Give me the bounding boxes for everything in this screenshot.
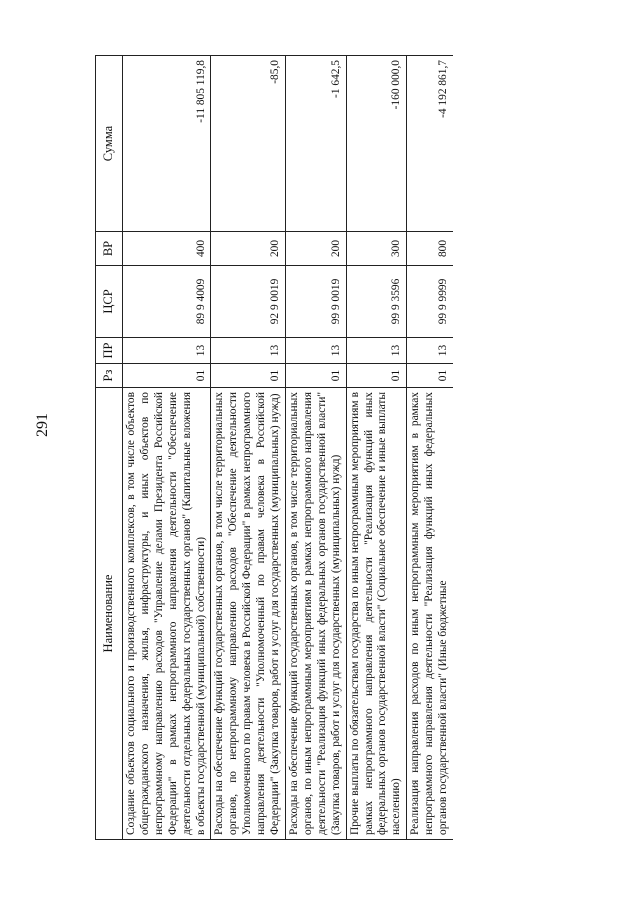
row-name: Реализация направления расходов по иным непрограммным мероприятиям в рамках непрограммного направления деятельности "Реализация функций иных федеральных органов государственной власти" (Иные бюджетные: [407, 388, 453, 840]
row-pr: 13: [285, 338, 346, 364]
row-csr: 99 9 9999: [407, 266, 453, 338]
row-name: Создание объектов социального и производственного комплексов, в том числе объектов общегражданского назначения, жилья, инфраструктуры, и иных объектов по непрограммному направлению расходов "Управление делами Президента Российской Федерации" в рамках непрограммного направления деятельности "Обеспечение деятельности отдельных федеральных государственных органов" (Капитальные вложения в объекты государственной (муниципальной) собственности): [123, 388, 211, 840]
table-header-row: [96, 56, 123, 840]
row-rz: 01: [346, 364, 407, 388]
table-row: [346, 56, 407, 840]
budget-table: [95, 55, 453, 840]
row-name: Расходы на обеспечение функций государственных органов, в том числе территориальных органов, по непрограммному направлению расходов "Обеспечение деятельности Уполномоченного по правам человека в Российской Федерации" в рамках непрограммного направления деятельности "Уполномоченный по правам человека в Российской Федерации" (Закупка товаров, работ и услуг для государственных (муниципальных) нужд): [211, 388, 286, 840]
row-vr: 400: [123, 232, 211, 266]
row-sum: -11 805 119,8: [123, 56, 211, 232]
header-pr: ПР: [96, 338, 123, 364]
row-csr: 99 9 0019: [285, 266, 346, 338]
row-csr: 99 9 3596: [346, 266, 407, 338]
row-name: Расходы на обеспечение функций государственных органов, в том числе территориальных органов, по иным непрограммным мероприятиям в рамках непрограммного направления деятельности "Реализация функций иных федеральных органов государственной власти" (Закупка товаров, работ и услуг для государственных (муниципальных) нужд): [285, 388, 346, 840]
row-vr: 200: [211, 232, 286, 266]
header-csr: ЦСР: [96, 266, 123, 338]
row-pr: 13: [123, 338, 211, 364]
page-number: 291: [34, 413, 51, 437]
row-sum: -1 642,5: [285, 56, 346, 232]
table-row: [407, 56, 453, 840]
header-vr: ВР: [96, 232, 123, 266]
row-pr: 13: [211, 338, 286, 364]
table-row: [123, 56, 211, 840]
row-vr: 800: [407, 232, 453, 266]
row-pr: 13: [346, 338, 407, 364]
budget-table-container: [95, 56, 580, 840]
row-sum: -4 192 861,7: [407, 56, 453, 232]
row-csr: 89 9 4009: [123, 266, 211, 338]
row-pr: 13: [407, 338, 453, 364]
row-sum: -85,0: [211, 56, 286, 232]
header-name: Наименование: [96, 388, 123, 840]
table-row: [211, 56, 286, 840]
row-rz: 01: [211, 364, 286, 388]
row-csr: 92 9 0019: [211, 266, 286, 338]
row-name: Прочие выплаты по обязательствам государства по иным непрограммным мероприятиям в рамках непрограммного направления деятельности "Реализация функций иных федеральных органов государственной власти" (Социальное обеспечение и иные выплаты населению): [346, 388, 407, 840]
row-rz: 01: [407, 364, 453, 388]
row-rz: 01: [123, 364, 211, 388]
row-vr: 300: [346, 232, 407, 266]
table-row: [285, 56, 346, 840]
header-sum: Сумма: [96, 56, 123, 232]
header-rz: Рз: [96, 364, 123, 388]
row-rz: 01: [285, 364, 346, 388]
row-sum: -160 000,0: [346, 56, 407, 232]
row-vr: 200: [285, 232, 346, 266]
